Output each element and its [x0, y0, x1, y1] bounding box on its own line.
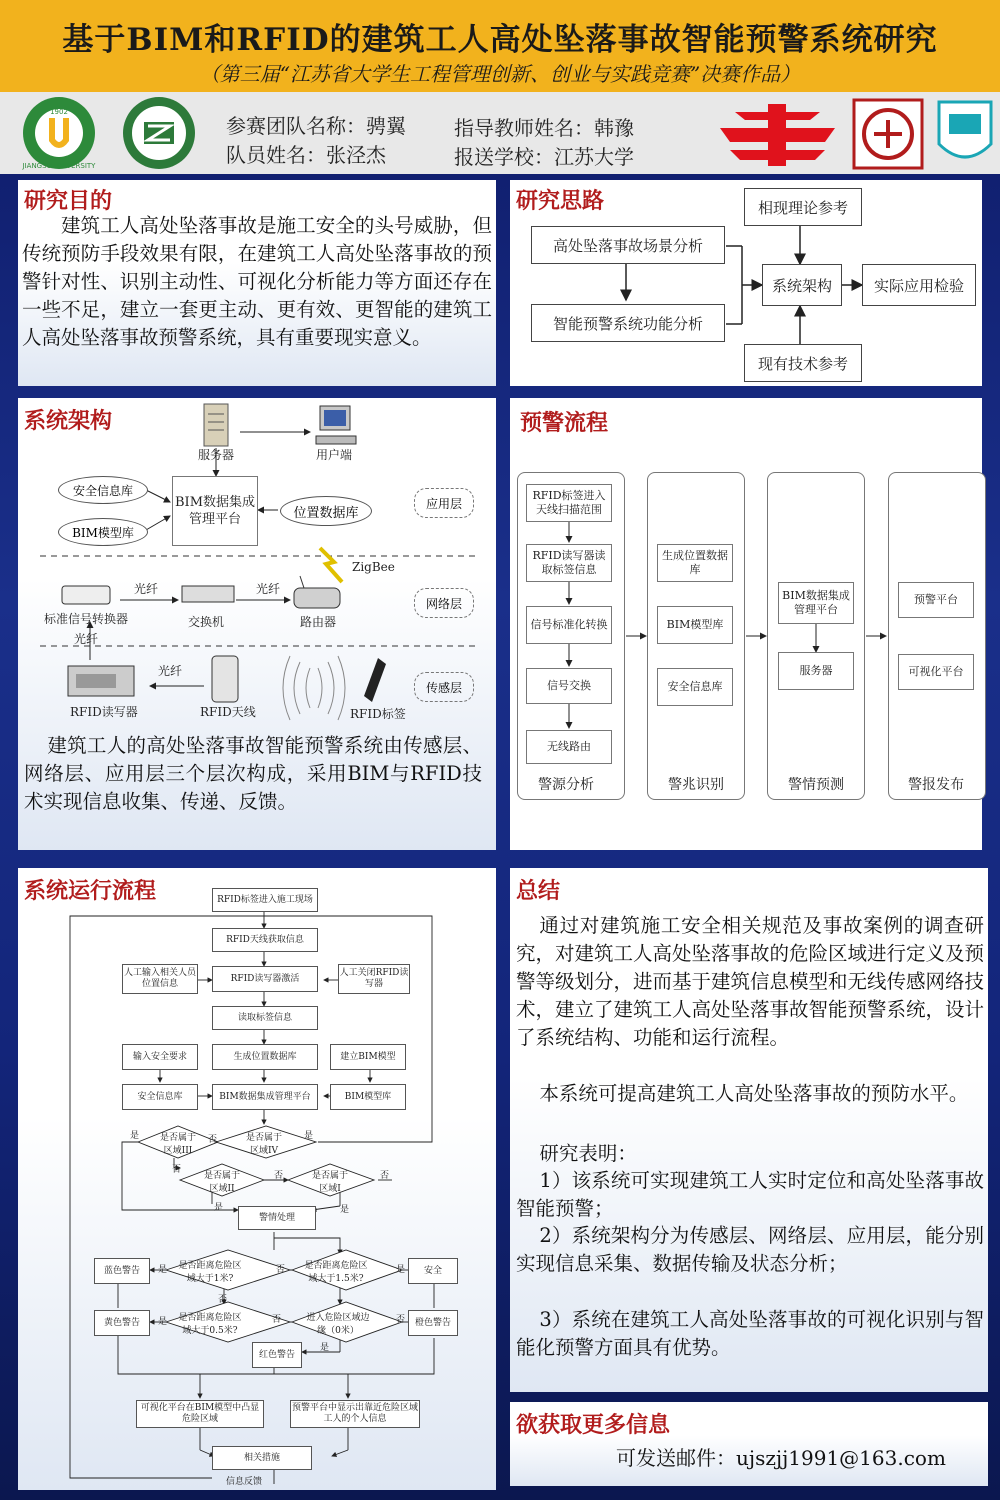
op-decision-1-5m: 是否距离危险区域大于1.5米? [304, 1261, 368, 1284]
op-bim-platform: BIM数据集成管理平台 [212, 1084, 318, 1110]
sensing-layer-label: 传感层 [414, 672, 474, 702]
reader-label: RFID读写器 [70, 705, 138, 719]
warning-step-router: 无线路由 [526, 730, 612, 764]
op-yes-3: 是 [214, 1203, 224, 1213]
warning-source-label: 警源分析 [538, 777, 594, 793]
summary-p6: 3）系统在建筑工人高处坠落事故的可视化识别与智能化预警方面具有优势。 [516, 1308, 984, 1359]
op-no-8: 否 [396, 1315, 406, 1325]
fiber-label-3: 光纤 [74, 632, 99, 646]
fiber-label-4: 光纤 [158, 664, 183, 678]
operation-flow-lines [18, 868, 496, 1490]
jiangsu-university-logo [12, 92, 107, 174]
warning-step-bim-db: BIM模型库 [657, 606, 733, 644]
op-antenna-read: RFID天线获取信息 [212, 928, 318, 952]
poster-title: 基于BIM和RFID的建筑工人高处坠落事故智能预警系统研究 [62, 22, 938, 58]
warning-predict-label: 警情预测 [788, 777, 844, 793]
school-crest-logo [935, 98, 995, 170]
op-yellow-warning: 黄色警告 [94, 1310, 150, 1336]
op-tag-enter: RFID标签进入施工现场 [212, 888, 318, 912]
svg-text:1902: 1902 [50, 108, 68, 116]
purpose-heading: 研究目的 [24, 188, 113, 214]
bim-platform-node: BIM数据集成管理平台 [172, 476, 258, 546]
op-bim-db: BIM模型库 [330, 1084, 406, 1110]
warning-step-alert-platform: 预警平台 [898, 582, 974, 618]
router-label: 路由器 [300, 615, 337, 629]
summary-p3: 研究表明： [539, 1142, 637, 1165]
competition-logo [710, 98, 845, 170]
poster-subtitle: （第三届“江苏省大学生工程管理创新、创业与实践竞赛”决赛作品） [199, 62, 801, 86]
op-yes-8: 是 [320, 1343, 330, 1353]
application-test-box: 实际应用检验 [862, 264, 976, 306]
op-no-1: 否 [208, 1135, 218, 1145]
summary-p4: 1）该系统可实现建筑工人实时定位和高处坠落事故智能预警； [516, 1169, 984, 1220]
op-blue-warning: 蓝色警告 [94, 1258, 150, 1284]
warning-step-visual-platform: 可视化平台 [898, 654, 974, 690]
contact-email[interactable]: 可发送邮件：ujszjj1991@163.com [616, 1446, 946, 1470]
function-analysis-box: 智能预警系统功能分析 [531, 304, 725, 342]
contact-heading: 欲获取更多信息 [516, 1412, 671, 1438]
client-label: 用户端 [316, 448, 353, 462]
op-yes-4: 是 [340, 1205, 350, 1215]
op-decision-1m: 是否距离危险区域大于1米? [178, 1261, 242, 1284]
converter-label: 标准信号转换器 [44, 612, 129, 626]
op-yes-2: 是 [304, 1131, 314, 1141]
location-db-node: 位置数据库 [280, 496, 372, 526]
op-no-2: 否 [172, 1165, 182, 1175]
warning-step-safety-db: 安全信息库 [657, 668, 733, 706]
warning-step-tag-enter: RFID标签进入天线扫描范围 [526, 484, 612, 522]
bim-db-node: BIM模型库 [58, 518, 148, 546]
server-icon [196, 402, 236, 450]
rfid-tag-icon [360, 654, 390, 706]
switch-icon [180, 578, 236, 610]
rfid-reader-icon [64, 660, 138, 702]
advisor-name: 指导教师姓名：韩豫 [454, 116, 634, 140]
op-red-warning: 红色警告 [252, 1342, 302, 1368]
zigbee-label: ZigBee [352, 560, 395, 574]
op-decision-zone2: 是否属于区域II [204, 1171, 241, 1194]
op-alarm-handling: 警情处理 [238, 1206, 316, 1230]
op-orange-warning: 橙色警告 [408, 1310, 458, 1336]
college-seal-logo [114, 92, 204, 174]
warning-step-reader: RFID读写器读取标签信息 [526, 544, 612, 582]
approach-heading: 研究思路 [516, 188, 605, 214]
rfid-antenna-icon [208, 654, 242, 706]
summary-heading: 总结 [516, 878, 561, 904]
op-no-4: 否 [380, 1171, 390, 1181]
op-no-5: 否 [276, 1265, 286, 1275]
op-alert-platform: 预警平台中显示出靠近危险区域工人的个人信息 [290, 1400, 420, 1428]
network-layer-label: 网络层 [414, 588, 474, 618]
architecture-heading: 系统架构 [24, 408, 113, 434]
warning-sign-label: 警兆识别 [668, 777, 724, 793]
op-reader-activate: RFID读写器激活 [212, 966, 318, 992]
warning-step-convert: 信号标准化转换 [526, 606, 612, 644]
tag-label: RFID标签 [350, 707, 406, 721]
safety-db-node: 安全信息库 [58, 476, 148, 504]
warning-step-exchange: 信号交换 [526, 668, 612, 704]
op-input-safety: 输入安全要求 [122, 1044, 198, 1070]
member-names: 队员姓名：张泾杰 [226, 143, 386, 167]
op-decision-zone1: 是否属于区域I [312, 1171, 349, 1194]
svg-text:JIANGSU UNIVERSITY: JIANGSU UNIVERSITY [22, 162, 96, 170]
theory-reference-box: 相现理论参考 [744, 188, 862, 226]
op-no-3: 否 [274, 1171, 284, 1181]
op-safe: 安全 [408, 1258, 458, 1284]
op-decision-edge: 进入危险区域边缘（0米） [306, 1313, 370, 1336]
warning-step-server: 服务器 [778, 652, 854, 690]
op-yes-6: 是 [396, 1265, 406, 1275]
op-yes-1: 是 [130, 1131, 140, 1141]
summary-p1: 通过对建筑施工安全相关规范及事故案例的调查研究，对建筑工人高处坠落事故的危险区域进行定义及预警等级划分，进而基于建筑信息模型和无线传感网络技术，建立了建筑工人高处坠落事故智能预警系统，设计了系统结构、功能和运行流程。 [516, 914, 985, 1049]
op-yes-5: 是 [158, 1265, 168, 1275]
op-manual-close: 人工关闭RFID读写器 [338, 964, 410, 994]
op-yes-7: 是 [158, 1317, 168, 1327]
op-visual-platform: 可视化平台在BIM模型中凸显危险区域 [136, 1400, 264, 1428]
school-name: 报送学校：江苏大学 [454, 145, 634, 169]
architecture-text: 建筑工人的高处坠落事故智能预警系统由传感层、网络层、应用层三个层次构成，采用BIM与RFID技术实现信息收集、传递、反馈。 [24, 734, 482, 813]
op-build-bim: 建立BIM模型 [330, 1044, 406, 1070]
summary-p2: 本系统可提高建筑工人高处坠落事故的预防水平。 [539, 1082, 969, 1105]
op-manual-input: 人工输入相关人员位置信息 [122, 964, 198, 994]
fiber-label-1: 光纤 [134, 582, 159, 596]
op-decision-zone4: 是否属于区域IV [246, 1133, 283, 1156]
op-measures: 相关措施 [212, 1446, 312, 1470]
op-decision-0-5m: 是否距离危险区域大于0.5米? [178, 1313, 242, 1336]
op-no-6: 否 [218, 1295, 228, 1305]
warning-heading: 预警流程 [520, 410, 609, 436]
purpose-text: 建筑工人高处坠落事故是施工安全的头号威胁，但传统预防手段效果有限，在建筑工人高处坠落事故的预警针对性、识别主动性、可视化分析能力等方面还存在一些不足，建立一套更主动、更有效、更智能的建筑工人高处坠落事故预警系统，具有重要现实意义。 [22, 214, 492, 349]
tech-reference-box: 现有技术参考 [744, 344, 862, 382]
op-read-tag: 读取标签信息 [212, 1006, 318, 1030]
router-icon [290, 574, 346, 614]
operation-heading: 系统运行流程 [24, 878, 157, 904]
op-gen-location-db: 生成位置数据库 [212, 1044, 318, 1070]
warning-alarm-label: 警报发布 [908, 777, 964, 793]
team-name: 参赛团队名称：骋翼 [226, 114, 406, 138]
warning-step-location-db: 生成位置数据库 [657, 544, 733, 582]
server-label: 服务器 [198, 448, 235, 462]
antenna-label: RFID天线 [200, 705, 256, 719]
client-computer-icon [312, 404, 362, 448]
system-arch-box: 系统架构 [762, 264, 842, 306]
op-decision-zone3: 是否属于区域III [160, 1133, 197, 1156]
switch-label: 交换机 [188, 615, 225, 629]
fiber-label-2: 光纤 [256, 582, 281, 596]
application-layer-label: 应用层 [414, 488, 474, 518]
op-safety-db: 安全信息库 [122, 1084, 198, 1110]
warning-step-platform: BIM数据集成管理平台 [778, 582, 854, 624]
society-seal-logo [852, 98, 924, 170]
scene-analysis-box: 高处坠落事故场景分析 [531, 226, 725, 264]
op-feedback: 信息反馈 [226, 1477, 263, 1487]
summary-p5: 2）系统架构分为传感层、网络层、应用层，能分别实现信息采集、数据传输及状态分析； [516, 1224, 984, 1275]
op-no-7: 否 [272, 1315, 282, 1325]
converter-icon [58, 578, 114, 610]
